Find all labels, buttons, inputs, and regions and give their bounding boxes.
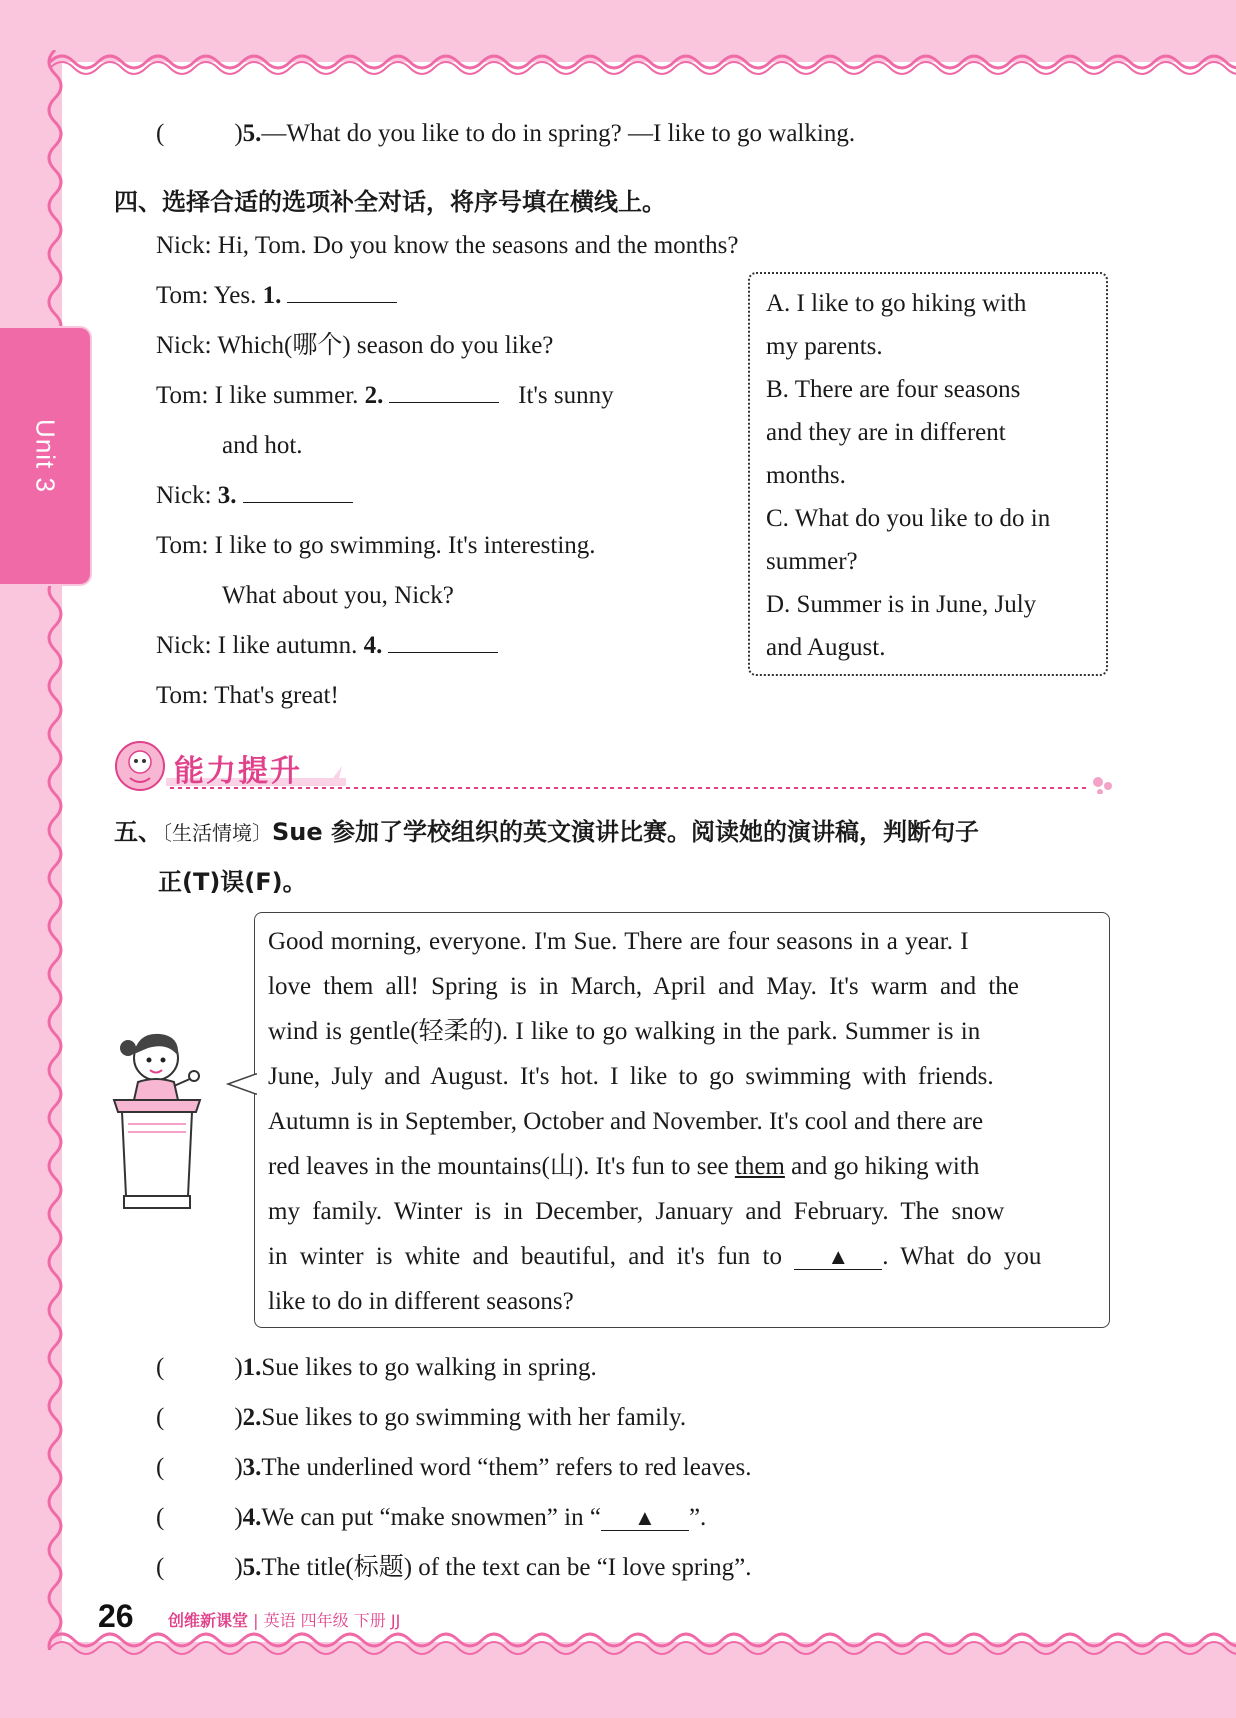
option-line: D. Summer is in June, July (766, 591, 1037, 618)
answer-paren-close: ) (234, 120, 243, 147)
option-line: B. There are four seasons (766, 376, 1021, 403)
answer-blank-3[interactable] (243, 480, 353, 503)
option-line: C. What do you like to do in (766, 505, 1051, 532)
option-line: A. I like to go hiking with (766, 290, 1027, 317)
triangle-blank: ▲ (794, 1245, 882, 1270)
tf-question: ( )5.The title(标题) of the text can be “I love spring”. (156, 1554, 752, 1581)
dialog-line: Tom: That's great! (156, 682, 339, 709)
tf-question: ( )2.Sue likes to go swimming with her family. (156, 1404, 687, 1431)
option-line: and they are in different (766, 419, 1006, 446)
speech-line: my family. Winter is in December, January and February. The snow (268, 1198, 1005, 1225)
top-wave-border (50, 48, 1236, 76)
dialog-line: and hot. (222, 432, 303, 459)
page-number: 26 (98, 1598, 134, 1634)
speech-line: love them all! Spring is in March, April and May. It's warm and the (268, 973, 1019, 1000)
option-line: my parents. (766, 333, 883, 360)
girl-speaker-illustration (108, 1028, 248, 1216)
speech-line: wind is gentle(轻柔的). I like to go walking in the park. Summer is in (268, 1018, 981, 1045)
dialog-line: Tom: Yes. 1. (156, 280, 397, 312)
tf-question: ( )4.We can put “make snowmen” in “ ▲ ”. (156, 1504, 707, 1531)
section4-title: 四、选择合适的选项补全对话，将序号填在横线上。 (114, 188, 666, 216)
answer-paren-open: ( (156, 120, 165, 147)
option-line: and August. (766, 634, 886, 661)
dialog-line: Nick: Which(哪个) season do you like? (156, 332, 554, 359)
top-question-5 (156, 118, 855, 150)
left-wave-border (40, 50, 70, 1650)
dialog-line: Nick: Hi, Tom. Do you know the seasons and the months? (156, 232, 739, 259)
footer-brand: 创维新课堂 | 英语 四年级 下册 JJ (168, 1611, 401, 1630)
underlined-word: them (734, 1153, 785, 1180)
answer-blank-2[interactable] (389, 380, 499, 403)
section5-title-line2: 正(T)误(F)。 (158, 868, 307, 896)
tf-question: ( )1.Sue likes to go walking in spring. (156, 1354, 597, 1381)
section5-title: 五、〔生活情境〕Sue 参加了学校组织的英文演讲比赛。阅读她的演讲稿，判断句子 (114, 818, 980, 846)
speech-line: in winter is white and beautiful, and it's fun to ▲ . What do you (268, 1243, 1042, 1270)
unit-label: Unit 3 (30, 419, 61, 493)
bottom-wave-border (50, 1628, 1236, 1658)
dialog-line: What about you, Nick? (222, 582, 454, 609)
option-line: months. (766, 462, 846, 489)
speech-line: Autumn is in September, October and November. It's cool and there are (268, 1108, 984, 1135)
speech-line: like to do in different seasons? (268, 1288, 574, 1315)
option-line: summer? (766, 548, 858, 575)
speech-line: June, July and August. It's hot. I like to go swimming with friends. (268, 1063, 994, 1090)
answer-blank-4[interactable] (388, 630, 498, 653)
dialog-line: Nick: 3. (156, 480, 353, 512)
speech-line: red leaves in the mountains(山). It's fun to see them and go hiking with (268, 1153, 980, 1180)
tf-question: ( )3.The underlined word “them” refers to red leaves. (156, 1454, 752, 1481)
dialog-line: Tom: I like to go swimming. It's interesting. (156, 532, 596, 559)
question-number: 5. (242, 120, 262, 147)
ability-title: 能力提升 (174, 754, 302, 789)
unit-side-tab (0, 328, 90, 584)
question-text: —What do you like to do in spring? —I like to go walking. (261, 120, 856, 147)
speech-tail (226, 1072, 258, 1096)
dialog-line: Tom: I like summer. 2. It's sunny (156, 382, 614, 409)
speech-line: Good morning, everyone. I'm Sue. There are four seasons in a year. I (268, 928, 969, 955)
answer-blank-1[interactable] (287, 280, 397, 303)
triangle-blank: ▲ (601, 1506, 689, 1531)
dialog-line: Nick: I like autumn. 4. (156, 630, 498, 662)
